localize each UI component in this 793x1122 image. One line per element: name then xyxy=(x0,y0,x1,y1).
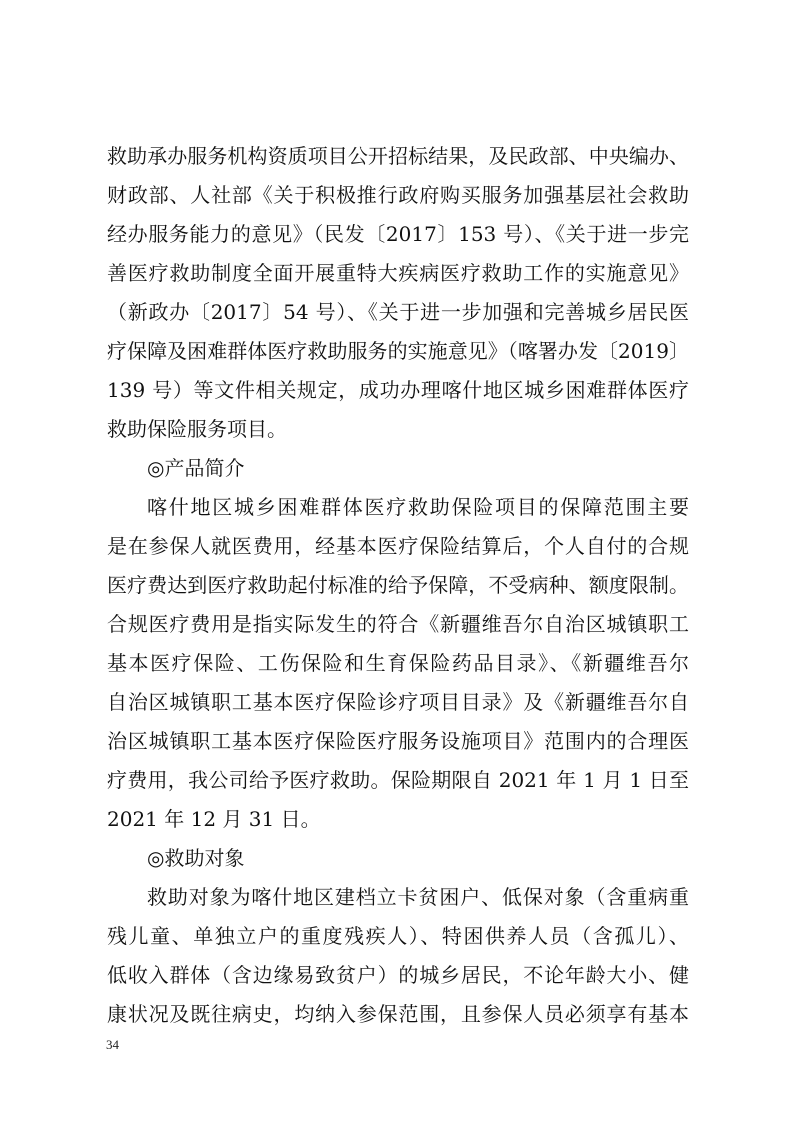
paragraph-line: 自治区城镇职工基本医疗保险诊疗项目目录》及《新疆维吾尔自 xyxy=(107,690,689,714)
paragraph-line: 疗费用，我公司给予医疗救助。保险期限自 2021 年 1 月 1 日至 xyxy=(107,768,689,792)
paragraph-line: 救助保险服务项目。 xyxy=(107,417,287,441)
paragraph-line: 合规医疗费用是指实际发生的符合《新疆维吾尔自治区城镇职工 xyxy=(107,612,689,636)
paragraph-line: 救助承办服务机构资质项目公开招标结果，及民政部、中央编办、 xyxy=(107,144,689,168)
paragraph-line: 康状况及既往病史，均纳入参保范围，且参保人员必须享有基本 xyxy=(107,1002,689,1026)
paragraph-line: 139 号）等文件相关规定，成功办理喀什地区城乡困难群体医疗 xyxy=(107,378,689,402)
paragraph-line: 救助对象为喀什地区建档立卡贫困户、低保对象（含重病重 xyxy=(147,885,689,909)
section-heading: ◎产品简介 xyxy=(147,456,245,480)
paragraph-line: 疗保障及困难群体医疗救助服务的实施意见》（喀署办发〔2019〕 xyxy=(107,339,689,363)
paragraph-line: 基本医疗保险、工伤保险和生育保险药品目录》、《新疆维吾尔 xyxy=(107,651,689,675)
paragraph-line: 残儿童、单独立户的重度残疾人）、特困供养人员（含孤儿）、 xyxy=(107,924,689,948)
paragraph-line: 经办服务能力的意见》（民发〔2017〕153 号）、《关于进一步完 xyxy=(107,222,689,246)
paragraph-line: 低收入群体（含边缘易致贫户）的城乡居民，不论年龄大小、健 xyxy=(107,963,689,987)
paragraph-line: （新政办〔2017〕54 号）、《关于进一步加强和完善城乡居民医 xyxy=(107,300,689,324)
paragraph-line: 2021 年 12 月 31 日。 xyxy=(107,807,321,831)
paragraph-line: 是在参保人就医费用，经基本医疗保险结算后，个人自付的合规 xyxy=(107,534,689,558)
section-heading: ◎救助对象 xyxy=(147,846,245,870)
paragraph-line: 喀什地区城乡困难群体医疗救助保险项目的保障范围主要 xyxy=(147,495,689,519)
section-intro-paragraph xyxy=(107,137,689,449)
paragraph-line: 财政部、人社部《关于积极推行政府购买服务加强基层社会救助 xyxy=(107,183,689,207)
page-number: 34 xyxy=(106,1037,119,1052)
beneficiaries-section xyxy=(107,839,689,1034)
paragraph-line: 善医疗救助制度全面开展重特大疾病医疗救助工作的实施意见》 xyxy=(107,261,689,285)
paragraph-line: 医疗费达到医疗救助起付标准的给予保障，不受病种、额度限制。 xyxy=(107,573,689,597)
product-intro-section xyxy=(107,449,689,839)
paragraph-line: 治区城镇职工基本医疗保险医疗服务设施项目》范围内的合理医 xyxy=(107,729,689,753)
